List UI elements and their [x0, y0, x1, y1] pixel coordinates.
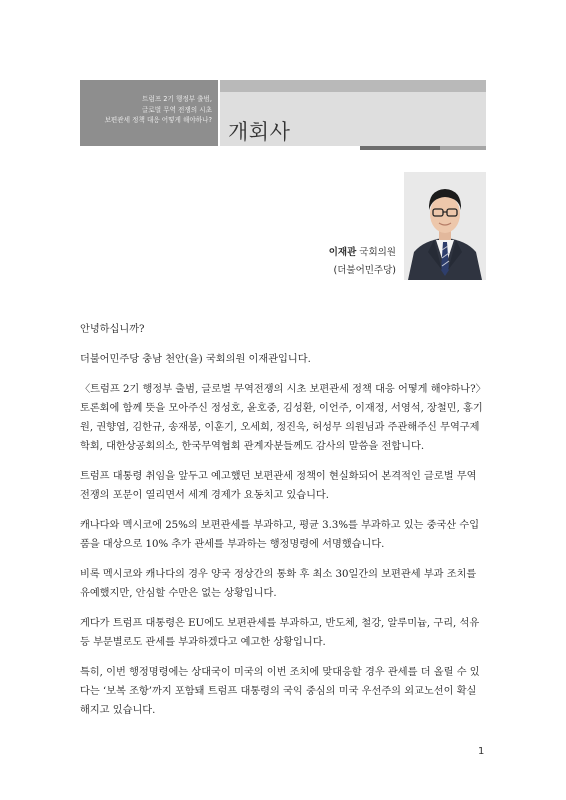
paragraph: 트럼프 대통령 취임을 앞두고 예고했던 보편관세 정책이 현실화되어 본격적인 글로벌 무역 전쟁의 포문이 열리면서 세계 경제가 요동치고 있습니다. [80, 471, 477, 501]
speaker-party: (더불어민주당) [333, 265, 396, 276]
speaker-info [329, 244, 396, 280]
paragraph: 안녕하십니까? [80, 324, 145, 335]
header-accent-bar-light [440, 146, 486, 150]
paragraph: 특히, 이번 행정명령에는 상대국이 미국의 이번 조치에 맞대응할 경우 관세를 더 올릴 수 있다는 ‘보복 조항’까지 포함돼 트럼프 대통령의 국익 중심의 미국 우선주의 외교노선이 확실해지고 있습니다. [80, 667, 480, 716]
header-accent-bar-dark [360, 146, 440, 150]
paragraph: 캐나다와 멕시코에 25%의 보편관세를 부과하고, 평균 3.3%를 부과하고 있는 중국산 수입품을 대상으로 10% 추가 관세를 부과하는 행정명령에 서명했습니다. [80, 520, 480, 550]
speaker-portrait [404, 172, 486, 280]
page-title: 개회사 [228, 120, 291, 144]
chapter-header [80, 80, 486, 148]
header-title-box [220, 80, 486, 146]
paragraph: 비록 멕시코와 캐나다의 경우 양국 정상간의 통화 후 최소 30일간의 보편관세 부과 조치를 유예했지만, 안심할 수만은 없는 상황입니다. [80, 569, 477, 599]
header-subtitle-line: 보편관세 정책 대응 어떻게 해야하나? [104, 116, 212, 124]
speaker-role: 국회의원 [359, 247, 396, 258]
portrait-illustration [404, 172, 486, 280]
paragraph: 〈트럼프 2기 행정부 출범, 글로벌 무역전쟁의 시초 보편관세 정책 대응 어떻게 해야하나?〉 토론회에 함께 뜻을 모아주신 정성호, 윤호중, 김성환, 이언주, 이재정, 서영석, 장철민, 홍기원, 권향엽, 김한규, 송재봉, 이훈기, 오세희, 정진욱, 허성무 의원님과 주관해주신 무역구제학회, 대한상공회의소, 한국무역협회 관계자분들께도 감사의 말씀을 전합니다. [80, 384, 486, 452]
paragraph: 더불어민주당 충남 천안(을) 국회의원 이재관입니다. [80, 354, 311, 365]
speaker-name: 이재관 [328, 247, 357, 258]
page-number: 1 [478, 746, 485, 757]
header-top-bar [220, 80, 486, 92]
header-subtitle-box [80, 80, 218, 146]
header-subtitle-line: 글로벌 무역 전쟁의 시초 [142, 105, 212, 114]
speech-body [80, 320, 486, 731]
paragraph: 게다가 트럼프 대통령은 EU에도 보편관세를 부과하고, 반도체, 철강, 알루미늄, 구리, 석유 등 부문별로도 관세를 부과하겠다고 예고한 상황입니다. [80, 618, 480, 648]
header-subtitle-line: 트럼프 2기 행정부 출범, [142, 95, 212, 103]
